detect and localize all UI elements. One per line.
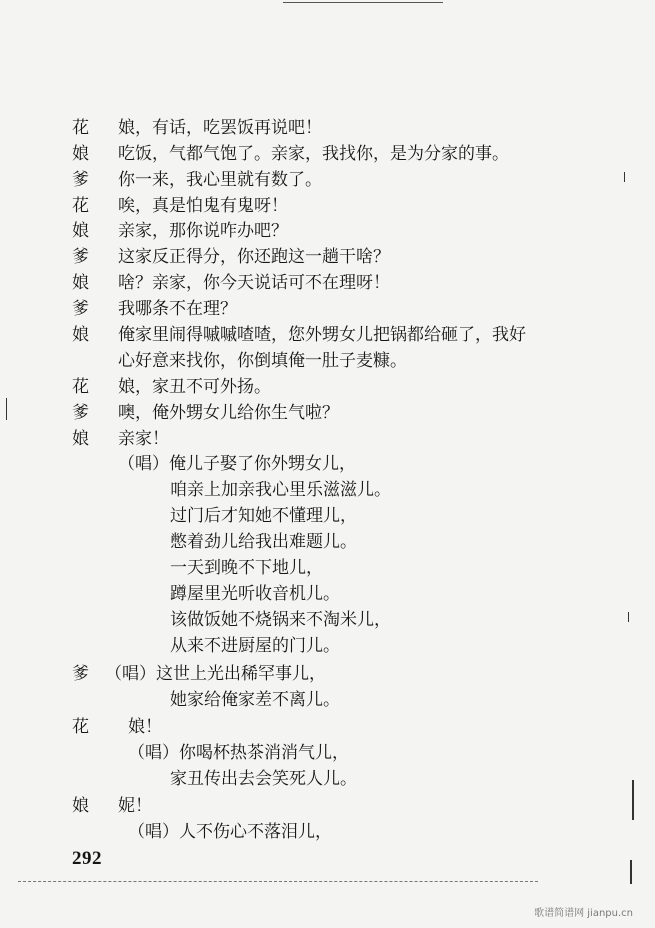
bottom-rule — [18, 881, 538, 882]
dialogue-text: （唱）人不伤心不落泪儿， — [128, 822, 332, 842]
speaker-label: 爹 — [72, 299, 89, 319]
dialogue-text: 咱亲上加亲我心里乐滋滋儿。 — [170, 480, 391, 500]
dialogue-text: 一天到晚不下地儿， — [170, 558, 323, 578]
speaker-label: 娘 — [72, 273, 89, 293]
dialogue-text: 啥？亲家，你今天说话可不在理呀！ — [118, 273, 390, 293]
dialogue-text: 娘！ — [128, 717, 162, 737]
margin-mark — [632, 780, 634, 820]
dialogue-text: 吃饭，气都气饱了。亲家，我找你，是为分家的事。 — [118, 144, 509, 164]
dialogue-text: 亲家！ — [118, 429, 169, 449]
dialogue-text: 蹲屋里光听收音机儿。 — [170, 584, 340, 604]
dialogue-text: （唱）你喝杯热茶消消气儿， — [128, 743, 349, 763]
dialogue-text: 该做饭她不烧锅来不淘米儿， — [170, 610, 391, 630]
speaker-label: 娘 — [72, 325, 89, 345]
margin-mark — [6, 398, 7, 420]
dialogue-text: 唉，真是怕鬼有鬼呀！ — [118, 196, 288, 216]
dialogue-text: 过门后才知她不懂理儿， — [170, 506, 357, 526]
speaker-label: 娘 — [72, 144, 89, 164]
dialogue-text: 我哪条不在理？ — [118, 299, 237, 319]
dialogue-text: 这家反正得分，你还跑这一趟干啥？ — [118, 247, 390, 267]
dialogue-text: 亲家，那你说咋办吧？ — [118, 221, 288, 241]
speaker-label: 爹 — [72, 403, 89, 423]
dialogue-text: （唱）这世上光出稀罕事儿， — [105, 664, 326, 684]
site-watermark: 歌谱简谱网 jianpu.cn — [534, 908, 633, 919]
speaker-label: 娘 — [72, 429, 89, 449]
speaker-label: 娘 — [72, 221, 89, 241]
dialogue-text: （唱）俺儿子娶了你外甥女儿， — [118, 454, 356, 474]
dialogue-text: 从来不进厨屋的门儿。 — [170, 636, 340, 656]
page-number: 292 — [72, 848, 102, 869]
dialogue-text: 妮！ — [118, 796, 152, 816]
dialogue-text: 娘，家丑不可外扬。 — [118, 377, 271, 397]
dialogue-text: 心好意来找你，你倒填俺一肚子麦糠。 — [118, 351, 407, 371]
speaker-label: 花 — [72, 377, 89, 397]
dialogue-text: 憋着劲儿给我出难题儿。 — [170, 532, 357, 552]
speaker-label: 花 — [72, 196, 89, 216]
dialogue-text: 她家给俺家差不离儿。 — [170, 690, 340, 710]
dialogue-text: 你一来，我心里就有数了。 — [118, 170, 322, 190]
margin-mark — [624, 172, 625, 182]
speaker-label: 爹 — [72, 170, 89, 190]
speaker-label: 爹 — [72, 664, 89, 684]
dialogue-text: 噢，俺外甥女儿给你生气啦？ — [118, 403, 339, 423]
speaker-label: 爹 — [72, 247, 89, 267]
speaker-label: 花 — [72, 717, 89, 737]
speaker-label: 花 — [72, 118, 89, 138]
dialogue-text: 娘，有话，吃罢饭再说吧！ — [118, 118, 322, 138]
dialogue-text: 俺家里闹得嘁嘁喳喳，您外甥女儿把锅都给砸了，我好 — [118, 325, 526, 345]
speaker-label: 娘 — [72, 796, 89, 816]
margin-mark — [630, 860, 632, 884]
top-rule — [283, 2, 443, 3]
dialogue-text: 家丑传出去会笑死人儿。 — [170, 769, 357, 789]
margin-mark — [628, 612, 629, 622]
